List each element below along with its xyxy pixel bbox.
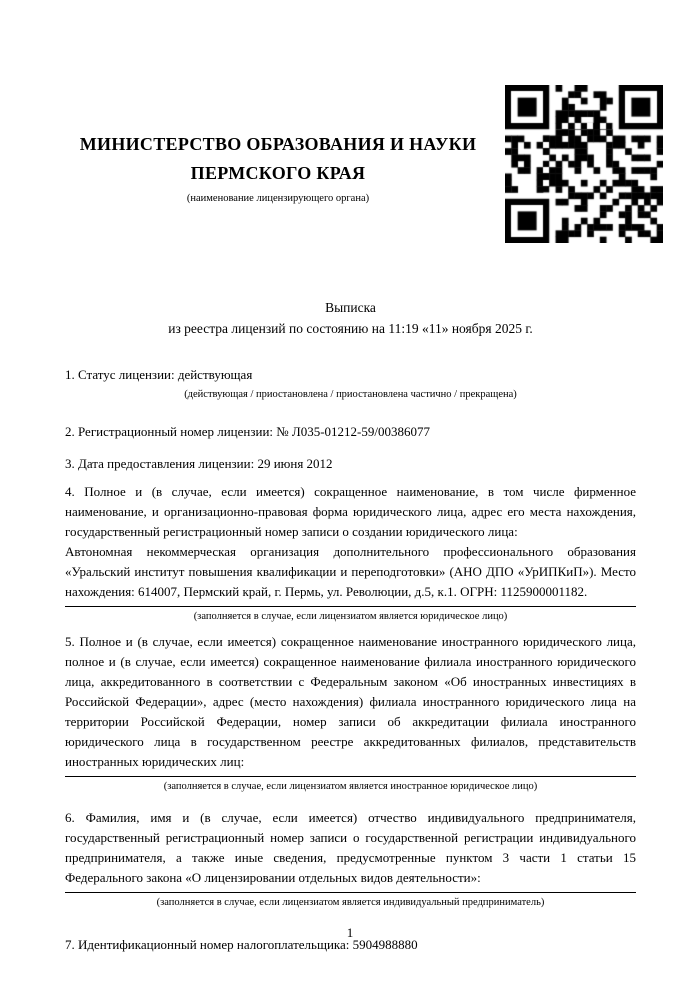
page-number: 1 <box>346 925 354 940</box>
licensing-authority-note: (наименование лицензирующего органа) <box>186 193 370 204</box>
item-6-underline <box>65 892 636 893</box>
item-3-grant-date: 3. Дата предоставления лицензии: 29 июня 2012 <box>65 456 333 471</box>
document-body <box>65 365 636 955</box>
qr-code-icon <box>505 85 663 243</box>
item-4-underline <box>65 606 636 607</box>
ministry-name-line1: МИНИСТЕРСТВО ОБРАЗОВАНИЯ И НАУКИ <box>79 134 477 154</box>
item-4-note: (заполняется в случае, если лицензиатом является юридическое лицо) <box>193 611 508 622</box>
item-1-license-status: 1. Статус лицензии: действующая <box>65 367 253 382</box>
item-7-taxpayer-id: 7. Идентификационный номер налогоплательщика: 5904988880 <box>65 937 418 952</box>
ministry-name-line2: ПЕРМСКОГО КРАЯ <box>190 163 366 183</box>
licensing-authority-header <box>65 130 491 206</box>
item-5-foreign-entity-prompt: 5. Полное и (в случае, если имеется) сокращенное наименование иностранного юридического лица, полное и (в случае, если имеется) сокращенное наименование филиала иностранного юридического лица, аккредитованного в соответствии с Федеральным законом «Об иностранных инвестициях в Российской Федерации», адрес (место нахождения) филиала иностранного юридического лица на территории Российской Федерации, номер записи об аккредитации филиала иностранного юридического лица в государственном реестре аккредитованных филиалов, представительств иностранных юридических лиц: <box>65 634 636 769</box>
item-2-registration-number: 2. Регистрационный номер лицензии: № Л035-01212-59/00386077 <box>65 424 431 439</box>
item-6-individual-entrepreneur-prompt: 6. Фамилия, имя и (в случае, если имеется) отчество индивидуального предпринимателя, государственный регистрационный номер записи о государственной регистрации индивидуального предпринимателя, а также иные сведения, предусмотренные пунктом 3 части 1 статьи 15 Федерального закона «О лицензировании отдельных видов деятельности»: <box>65 810 636 885</box>
item-4-legal-entity-value: Автономная некоммерческая организация дополнительного профессионального образования «Уральский институт повышения квалификации и переподготовки» (АНО ДПО «УрИПКиП»). Место нахождения: 614007, Пермский край, г. Пермь, ул. Революции, д.5, к.1. ОГРН: 1125900001182. <box>65 544 636 599</box>
document-title-line2: из реестра лицензий по состоянию на 11:19 «11» ноября 2025 г. <box>168 321 533 336</box>
item-4-legal-entity-prompt: 4. Полное и (в случае, если имеется) сокращенное наименование, в том числе фирменное наименование, и организационно-правовая форма юридического лица, адрес его места нахождения, государственный регистрационный номер записи о создании юридического лица: <box>65 484 636 539</box>
item-1-status-options-note: (действующая / приостановлена / приостановлена частично / прекращена) <box>184 389 517 400</box>
item-6-note: (заполняется в случае, если лицензиатом является индивидуальный предприниматель) <box>156 897 545 908</box>
document-title-line1: Выписка <box>325 300 376 315</box>
item-5-note: (заполняется в случае, если лицензиатом является иностранное юридическое лицо) <box>163 781 538 792</box>
item-5-underline <box>65 776 636 777</box>
document-title <box>65 297 636 339</box>
